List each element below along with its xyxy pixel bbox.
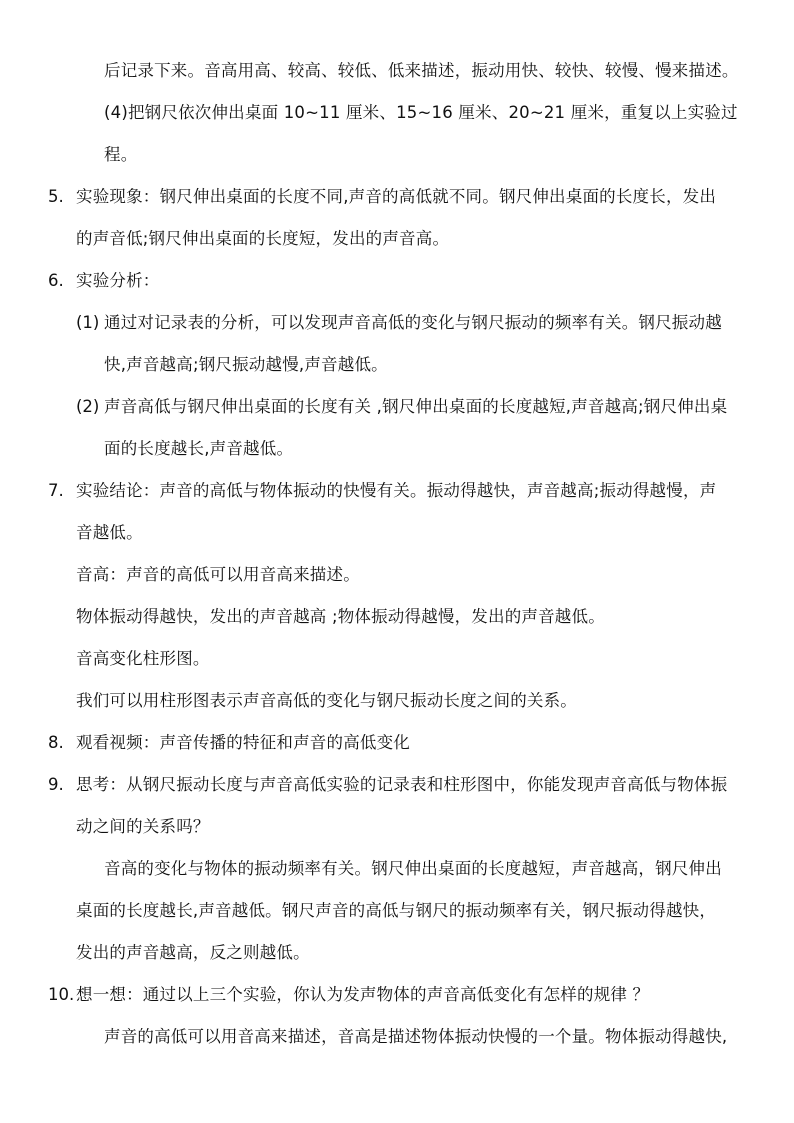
text-line: 通过对记录表的分析，可以发现声音高低的变化与钢尺振动的频率有关。钢尺振动越 bbox=[104, 313, 722, 332]
text-line: 快,声音越高;钢尺振动越慢,声音越低。 bbox=[104, 355, 388, 374]
text-line: 音高变化柱形图。 bbox=[76, 649, 210, 668]
list-number: 10. bbox=[48, 985, 75, 1004]
list-number: 6. bbox=[48, 271, 64, 290]
text-line: 音高的变化与物体的振动频率有关。钢尺伸出桌面的长度越短，声音越高，钢尺伸出 bbox=[104, 859, 722, 878]
text-line: 想一想：通过以上三个实验，你认为发声物体的声音高低变化有怎样的规律 ？ bbox=[76, 985, 650, 1004]
text-line: 后记录下来。音高用高、较高、较低、低来描述，振动用快、较快、较慢、慢来描述。 bbox=[104, 61, 739, 80]
text-line: 动之间的关系吗？ bbox=[76, 817, 210, 836]
text-line: 程。 bbox=[104, 145, 138, 164]
sub-list-number: (2) bbox=[76, 397, 100, 416]
text-line: 发出的声音越高，反之则越低。 bbox=[76, 943, 310, 962]
text-line: 实验分析： bbox=[76, 271, 160, 290]
text-line: 实验结论：声音的高低与物体振动的快慢有关。振动得越快，声音越高;振动得越慢，声 bbox=[76, 481, 717, 500]
text-line: 的声音低;钢尺伸出桌面的长度短，发出的声音高。 bbox=[76, 229, 450, 248]
list-number: 9. bbox=[48, 775, 64, 794]
text-line: 实验现象：钢尺伸出桌面的长度不同,声音的高低就不同。钢尺伸出桌面的长度长，发出 bbox=[76, 187, 717, 206]
text-line: 音越低。 bbox=[76, 523, 143, 542]
sub-list-number: (1) bbox=[76, 313, 100, 332]
text-line: 面的长度越长,声音越低。 bbox=[104, 439, 294, 458]
list-number: 5. bbox=[48, 187, 64, 206]
text-line: 我们可以用柱形图表示声音高低的变化与钢尺振动长度之间的关系。 bbox=[76, 691, 577, 710]
text-line: 思考：从钢尺振动长度与声音高低实验的记录表和柱形图中，你能发现声音高低与物体振 bbox=[76, 775, 728, 794]
text-line: 声音的高低可以用音高来描述，音高是描述物体振动快慢的一个量。物体振动得越快, bbox=[104, 1027, 728, 1046]
text-line: 声音高低与钢尺伸出桌面的长度有关 ,钢尺伸出桌面的长度越短,声音越高;钢尺伸出桌 bbox=[104, 397, 728, 416]
text-line: 音高：声音的高低可以用音高来描述。 bbox=[76, 565, 360, 584]
list-number: 7. bbox=[48, 481, 64, 500]
text-line: 桌面的长度越长,声音越低。钢尺声音的高低与钢尺的振动频率有关，钢尺振动得越快， bbox=[76, 901, 717, 920]
text-line: (4)把钢尺依次伸出桌面 10~11 厘米、15~16 厘米、20~21 厘米，重复以上实验过 bbox=[104, 103, 738, 122]
text-line: 观看视频：声音传播的特征和声音的高低变化 bbox=[76, 733, 410, 752]
list-number: 8. bbox=[48, 733, 64, 752]
text-line: 物体振动得越快，发出的声音越高 ;物体振动得越慢，发出的声音越低。 bbox=[76, 607, 605, 626]
